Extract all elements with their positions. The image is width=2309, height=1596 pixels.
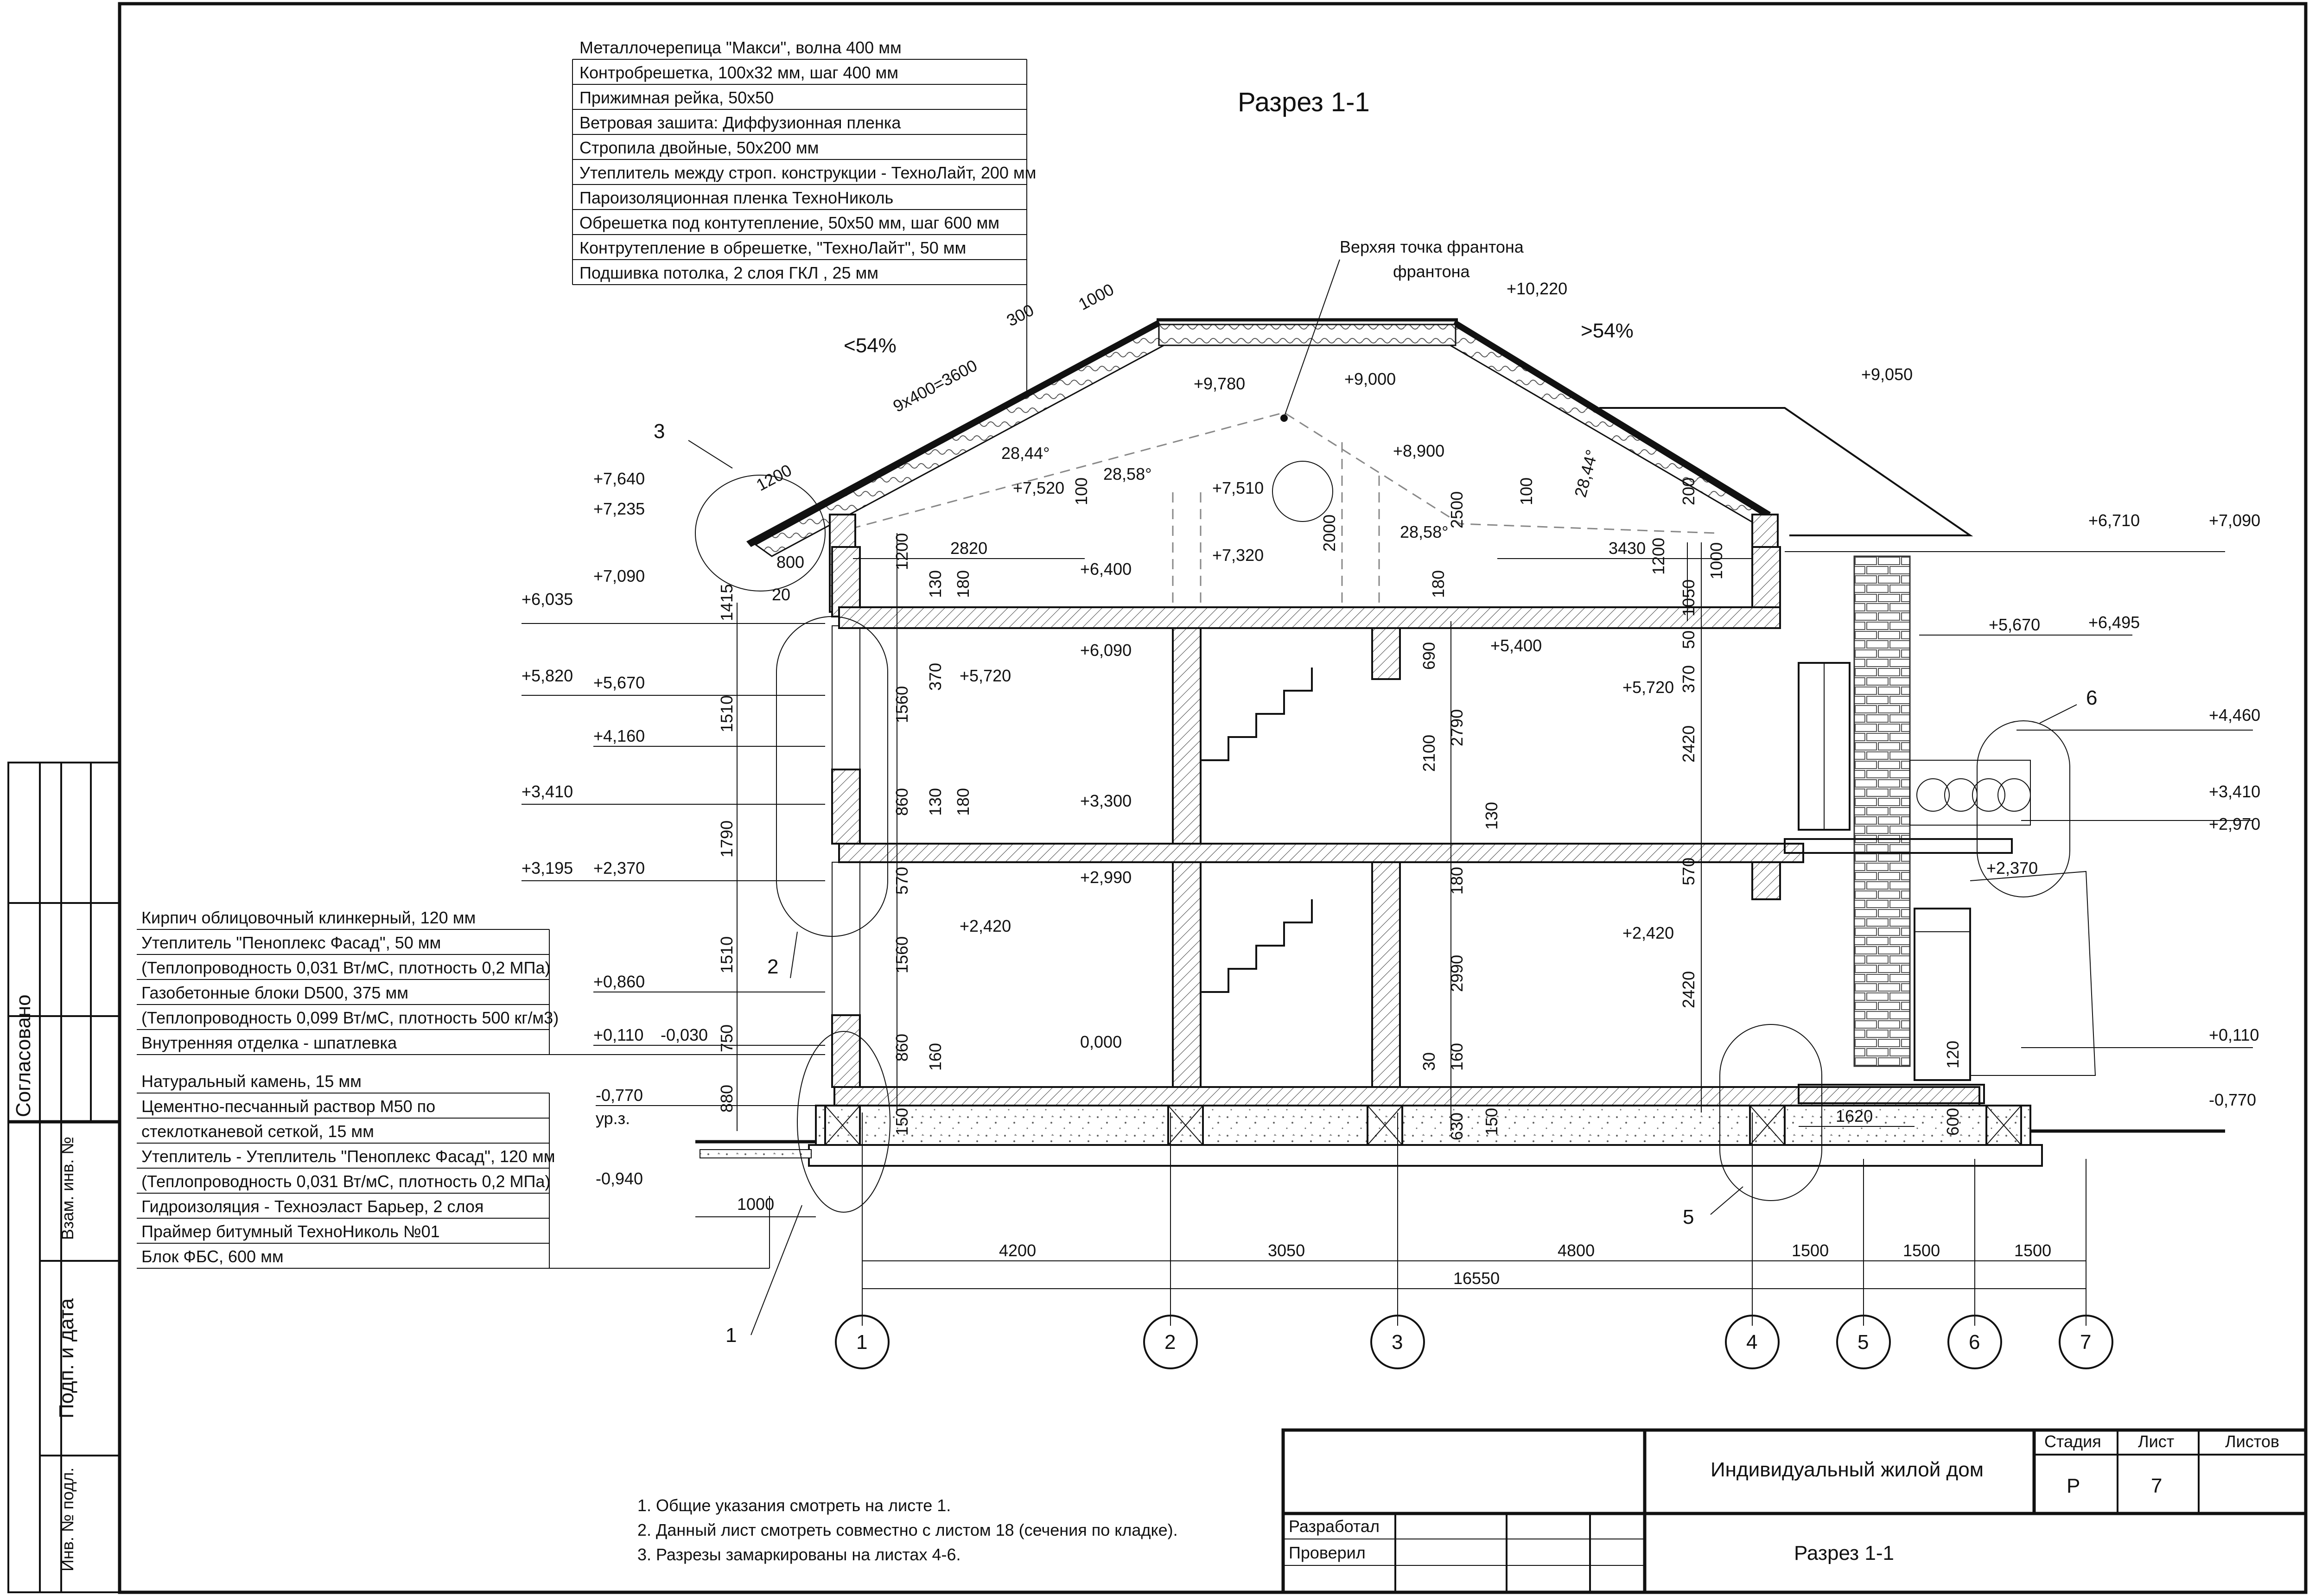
vdim: 370 (926, 662, 945, 691)
hdim-1000: 1000 (737, 1195, 775, 1214)
vdim: 2990 (1447, 954, 1466, 992)
vdim: 200 (1679, 477, 1698, 505)
vdim: 130 (926, 570, 945, 598)
roof-dim-300: 300 (1003, 300, 1037, 331)
side-stamp-sign-date: Подп. и дата (55, 1298, 78, 1418)
hdim-800: 800 (776, 553, 805, 572)
vdim: 180 (954, 570, 973, 598)
axis-bubbles (836, 1316, 2112, 1368)
level-mark: -0,770 (596, 1086, 643, 1105)
level-mark: +7,520 (1013, 478, 1065, 497)
level-mark: +6,710 (2088, 511, 2140, 530)
stamp-sheet-title: Разрез 1-1 (1794, 1542, 1895, 1564)
vdim: 130 (926, 788, 945, 816)
vdim: 2420 (1679, 725, 1698, 763)
level-mark: +0,860 (593, 972, 645, 991)
vdim: 180 (1429, 570, 1448, 598)
vdim: 1510 (717, 695, 736, 732)
callout-3: 3 (654, 420, 665, 443)
roof-layer: Утеплитель между строп. конструкции - ТехноЛайт, 200 мм (579, 163, 1037, 182)
vdim: 630 (1447, 1112, 1466, 1140)
level-mark: +4,160 (593, 726, 645, 745)
note-2: 2. Данный лист смотреть совместно с листом 18 (сечения по кладке). (637, 1520, 1178, 1539)
roof-layer: Прижимная рейка, 50x50 (579, 88, 774, 107)
vdim: 1560 (892, 936, 911, 973)
roof-layer: Пароизоляционная пленка ТехноНиколь (579, 188, 894, 207)
level-mark: +5,720 (1622, 678, 1674, 697)
level-mark: +2,420 (1622, 923, 1674, 942)
level-mark: +5,670 (593, 673, 645, 692)
stamp-stage-label: Стадия (2044, 1432, 2101, 1451)
wall-layer: Кирпич облицовочный клинкерный, 120 мм (141, 908, 476, 927)
vdim: 2790 (1447, 709, 1466, 746)
vdim: 1510 (717, 936, 736, 973)
side-stamp (8, 763, 120, 1592)
hdim-1620: 1620 (1836, 1106, 1873, 1125)
level-mark: +5,400 (1490, 636, 1542, 655)
vdim: 2420 (1679, 971, 1698, 1008)
level-mark: +2,990 (1080, 868, 1132, 887)
roof-layer: Контробрешетка, 100x32 мм, шаг 400 мм (579, 63, 899, 82)
vdim: 150 (1482, 1107, 1501, 1136)
plinth-layer: Гидроизоляция - Техноэласт Барьер, 2 слоя (141, 1197, 484, 1216)
axis-span: 3050 (1268, 1241, 1305, 1260)
roof-dim-1000: 1000 (1075, 280, 1117, 314)
svg-text:5: 5 (1857, 1331, 1869, 1354)
vdim: 120 (1943, 1040, 1962, 1068)
vdim: 1000 (1707, 542, 1726, 579)
note-1: 1. Общие указания смотреть на листе 1. (637, 1496, 951, 1515)
level-mark: +2,370 (1986, 858, 2038, 877)
axis-span: 4800 (1558, 1241, 1595, 1260)
level-mark: +2,970 (2209, 814, 2261, 833)
angle-2: 28,58° (1103, 464, 1152, 483)
vdim: 570 (892, 866, 911, 895)
roof-layer: Стропила двойные, 50x200 мм (579, 138, 819, 157)
level-mark: +3,300 (1080, 791, 1132, 810)
roof-layer: Ветровая зашита: Диффузионная пленка (579, 113, 901, 132)
stamp-sheet: 7 (2151, 1475, 2163, 1497)
plinth-layer: (Теплопроводность 0,031 Вт/мС, плотность 0,2 МПа) (141, 1172, 551, 1191)
level-mark: +3,410 (522, 782, 573, 801)
angle-3: 28,58° (1400, 522, 1449, 541)
level-mark: +4,460 (2209, 706, 2261, 725)
angle-4: 28,44° (1571, 447, 1602, 500)
vdim: 880 (717, 1084, 736, 1113)
hdim-3430: 3430 (1609, 539, 1646, 558)
level-mark: +0,110 (593, 1025, 644, 1044)
angle-1: 28,44° (1001, 444, 1050, 463)
vdim: 370 (1679, 665, 1698, 693)
vdim: 1050 (1679, 579, 1698, 617)
stamp-checked: Проверил (1289, 1543, 1366, 1562)
wall-layer: Газобетонные блоки D500, 375 мм (141, 983, 408, 1002)
level-mark: +2,370 (593, 858, 645, 877)
title-block (1283, 1430, 2306, 1592)
drawing-title: Разрез 1-1 (1238, 87, 1370, 117)
roof-layer: Контрутепление в обрешетке, "ТехноЛайт", 50 мм (579, 238, 967, 257)
ridge-point-dot (1280, 414, 1288, 422)
level-mark: +10,220 (1507, 279, 1568, 298)
level-mark: -0,030 (661, 1025, 708, 1044)
svg-text:7: 7 (2080, 1331, 2092, 1354)
vdim: 50 (1679, 630, 1698, 649)
wall-layer: (Теплопроводность 0,099 Вт/мС, плотность 500 кг/м3) (141, 1008, 559, 1027)
level-mark: 0,000 (1080, 1032, 1122, 1051)
vdim: 690 (1419, 642, 1438, 670)
vdim: 100 (1517, 477, 1536, 505)
wall-layer: Утеплитель "Пеноплекс Фасад", 50 мм (141, 933, 441, 952)
svg-text:3: 3 (1392, 1331, 1403, 1354)
level-mark: +9,780 (1194, 374, 1246, 393)
svg-text:2: 2 (1164, 1331, 1176, 1354)
level-mark: +5,670 (1989, 615, 2041, 634)
level-mark: +3,195 (522, 858, 573, 877)
roof-dim-1200: 1200 (753, 460, 795, 495)
vdim: 2000 (1320, 514, 1339, 552)
vdim: 130 (1482, 801, 1501, 830)
plinth-layer: Натуральный камень, 15 мм (141, 1072, 362, 1091)
stamp-sheet-label: Лист (2138, 1432, 2175, 1451)
vdim: 570 (1679, 857, 1698, 885)
roof-dim-lath: 9x400=3600 (890, 356, 980, 416)
vdim: 2500 (1447, 491, 1466, 528)
vdim: 150 (892, 1107, 911, 1136)
vdim: 2100 (1419, 734, 1438, 772)
stamp-sheets-label: Листов (2225, 1432, 2279, 1451)
side-stamp-replaced-inv: Взам. инв. № (58, 1136, 77, 1240)
level-mark: ур.з. (596, 1109, 630, 1128)
ridge-note-line1: Верхяя точка франтона (1340, 237, 1524, 256)
stamp-project: Индивидуальный жилой дом (1711, 1458, 1984, 1481)
vdim: 1415 (717, 584, 736, 621)
callout-6: 6 (2086, 687, 2098, 709)
level-mark: +7,320 (1212, 546, 1264, 565)
roof-layers-table (572, 38, 1036, 408)
level-mark: -0,770 (2209, 1090, 2257, 1109)
side-stamp-agreed: Согласовано (12, 994, 35, 1117)
vdim: 1200 (1649, 537, 1668, 575)
vdim: 30 (1419, 1052, 1438, 1071)
level-mark: +2,420 (960, 916, 1011, 935)
vdim: 860 (892, 788, 911, 816)
level-mark: +6,400 (1080, 560, 1132, 579)
general-notes (637, 1496, 1178, 1564)
plinth-layers-table (137, 1072, 770, 1268)
callout-5: 5 (1683, 1206, 1694, 1228)
axis-span: 4200 (999, 1241, 1037, 1260)
level-mark: +3,410 (2209, 782, 2261, 801)
roof-layer: Обрешетка под контутепление, 50x50 мм, шаг 600 мм (579, 213, 999, 232)
plinth-layer: Блок ФБС, 600 мм (141, 1247, 284, 1266)
stamp-stage: Р (2067, 1475, 2080, 1497)
roof-layer: Подшивка потолка, 2 слоя ГКЛ , 25 мм (579, 263, 878, 282)
svg-text:6: 6 (1969, 1331, 1980, 1354)
callout-1: 1 (725, 1324, 737, 1347)
hdim-20: 20 (772, 585, 791, 604)
level-mark: +6,035 (522, 590, 573, 609)
level-mark: +9,000 (1344, 369, 1396, 388)
wall-layer: (Теплопроводность 0,031 Вт/мС, плотность 0,2 МПа) (141, 958, 551, 977)
slope-right: >54% (1581, 319, 1634, 342)
level-mark: +7,090 (2209, 511, 2261, 530)
vdim: 160 (926, 1043, 945, 1071)
roof-layer: Металлочерепица "Макси", волна 400 мм (579, 38, 902, 57)
level-mark: +7,235 (593, 499, 645, 518)
vdim: 100 (1072, 477, 1091, 505)
level-mark: +6,090 (1080, 641, 1132, 660)
vdim: 600 (1943, 1107, 1962, 1136)
level-mark: -0,940 (596, 1169, 643, 1188)
level-mark: +0,110 (2209, 1025, 2259, 1044)
axis-span: 1500 (2014, 1241, 2052, 1260)
vdim: 160 (1447, 1043, 1466, 1071)
level-mark: +9,050 (1861, 365, 1913, 384)
overall-span: 16550 (1453, 1269, 1500, 1288)
hdim-2820: 2820 (950, 539, 988, 558)
level-mark: +5,820 (522, 666, 573, 685)
vdim: 1200 (892, 533, 911, 570)
level-mark: +7,510 (1212, 478, 1264, 497)
plinth-layer: Праймер битумный ТехноНиколь №01 (141, 1222, 440, 1241)
sheet-frame (120, 4, 2306, 1592)
vdim: 1560 (892, 686, 911, 723)
level-mark: +5,720 (960, 666, 1011, 685)
plinth-layer: Цементно-песчанный раствор М50 по (141, 1097, 436, 1116)
svg-text:1: 1 (856, 1331, 868, 1354)
plinth-layer: Утеплитель - Утеплитель "Пеноплекс Фасад", 120 мм (141, 1147, 555, 1166)
level-mark: +6,495 (2088, 613, 2140, 632)
vdim: 180 (954, 788, 973, 816)
note-3: 3. Разрезы замаркированы на листах 4-6. (637, 1545, 961, 1564)
vdim: 860 (892, 1033, 911, 1062)
plinth-layer: стеклотканевой сеткой, 15 мм (141, 1122, 374, 1141)
vdim: 750 (717, 1024, 736, 1052)
axis-span: 1500 (1903, 1241, 1940, 1260)
stamp-developed: Разработал (1289, 1517, 1380, 1536)
vdim: 1790 (717, 820, 736, 858)
callout-2: 2 (767, 955, 779, 978)
wall-layer: Внутренняя отделка - шпатлевка (141, 1033, 397, 1052)
svg-text:4: 4 (1746, 1331, 1758, 1354)
level-mark: +7,090 (593, 566, 645, 585)
level-mark: +8,900 (1393, 441, 1445, 460)
level-mark: +7,640 (593, 469, 645, 488)
slope-left: <54% (844, 334, 897, 357)
axis-span: 1500 (1792, 1241, 1829, 1260)
side-stamp-inv-no: Инв. № подл. (58, 1467, 77, 1571)
vdim: 180 (1447, 866, 1466, 895)
ridge-note-line2: франтона (1393, 262, 1470, 281)
